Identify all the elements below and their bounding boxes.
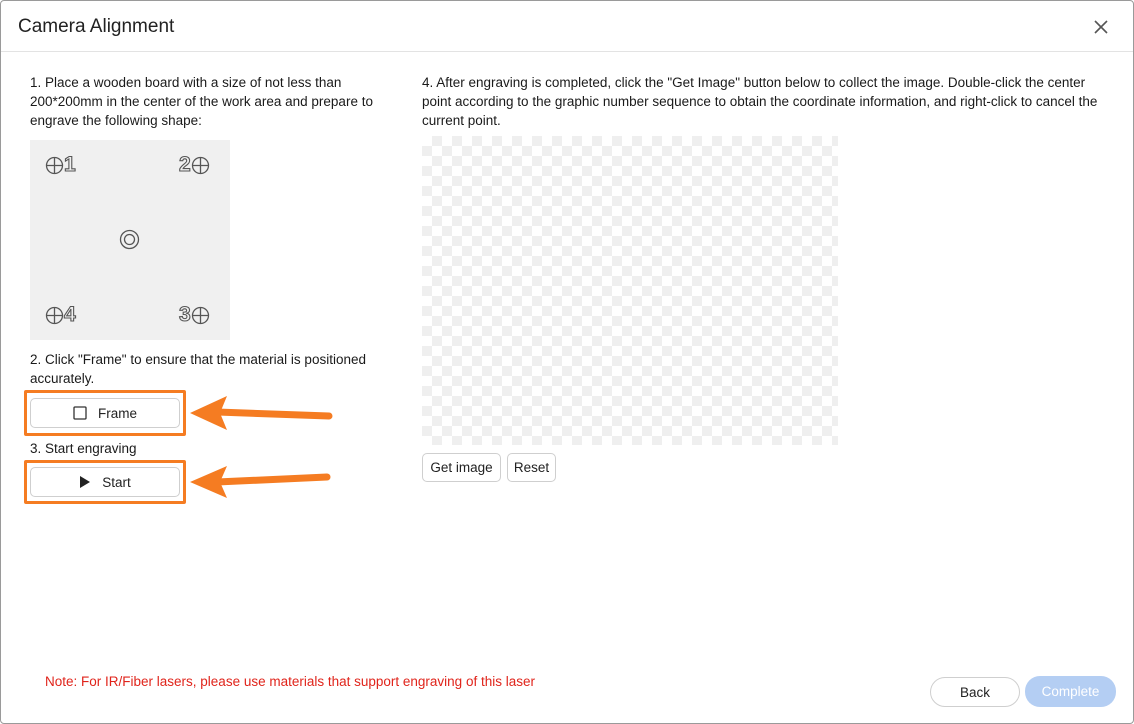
frame-button[interactable] bbox=[30, 398, 180, 428]
crosshair-icon bbox=[45, 156, 64, 175]
back-button[interactable]: Back bbox=[930, 677, 1020, 707]
step-1-text: 1. Place a wooden board with a size of not less than 200*200mm in the center of the work area and prepare to engrave the following shape: bbox=[30, 75, 373, 128]
marker-1-number: 1 bbox=[64, 153, 76, 176]
close-button[interactable] bbox=[1088, 14, 1114, 40]
square-icon bbox=[73, 406, 87, 420]
target-icon bbox=[119, 229, 140, 250]
marker-4-number: 4 bbox=[64, 303, 76, 326]
crosshair-icon bbox=[191, 306, 210, 325]
marker-3-number: 3 bbox=[179, 303, 191, 326]
marker-4 bbox=[45, 303, 76, 327]
marker-2-number: 2 bbox=[179, 153, 191, 176]
crosshair-icon bbox=[45, 306, 64, 325]
arrow-to-start-icon bbox=[187, 464, 333, 500]
engraving-shape-preview bbox=[30, 140, 230, 340]
get-image-button[interactable]: Get image bbox=[422, 453, 501, 482]
step-4-text: 4. After engraving is completed, click the "Get Image" button below to collect the image. Double-click the center point according to the graphic number sequence to obtain the coordinate information, and right-click to cancel the current point. bbox=[422, 75, 1098, 128]
captured-image-area[interactable] bbox=[422, 136, 838, 445]
arrow-to-frame-icon bbox=[187, 393, 333, 433]
crosshair-icon bbox=[191, 156, 210, 175]
play-icon bbox=[79, 475, 91, 489]
marker-2 bbox=[179, 153, 210, 177]
center-target bbox=[119, 229, 140, 250]
dialog-title: Camera Alignment bbox=[18, 16, 175, 37]
marker-3 bbox=[179, 303, 210, 327]
frame-button-label: Frame bbox=[97, 405, 137, 421]
complete-button[interactable]: Complete bbox=[1025, 676, 1116, 707]
laser-note: Note: For IR/Fiber lasers, please use materials that support engraving of this laser bbox=[45, 674, 535, 689]
start-button[interactable] bbox=[30, 467, 180, 497]
step-3-text: 3. Start engraving bbox=[30, 441, 137, 456]
reset-button[interactable]: Reset bbox=[507, 453, 556, 482]
marker-1 bbox=[45, 153, 76, 177]
step-2-text: 2. Click "Frame" to ensure that the material is positioned accurately. bbox=[30, 352, 366, 386]
dialog-titlebar bbox=[1, 1, 1133, 52]
close-icon bbox=[1093, 19, 1109, 35]
start-button-label: Start bbox=[102, 474, 131, 490]
